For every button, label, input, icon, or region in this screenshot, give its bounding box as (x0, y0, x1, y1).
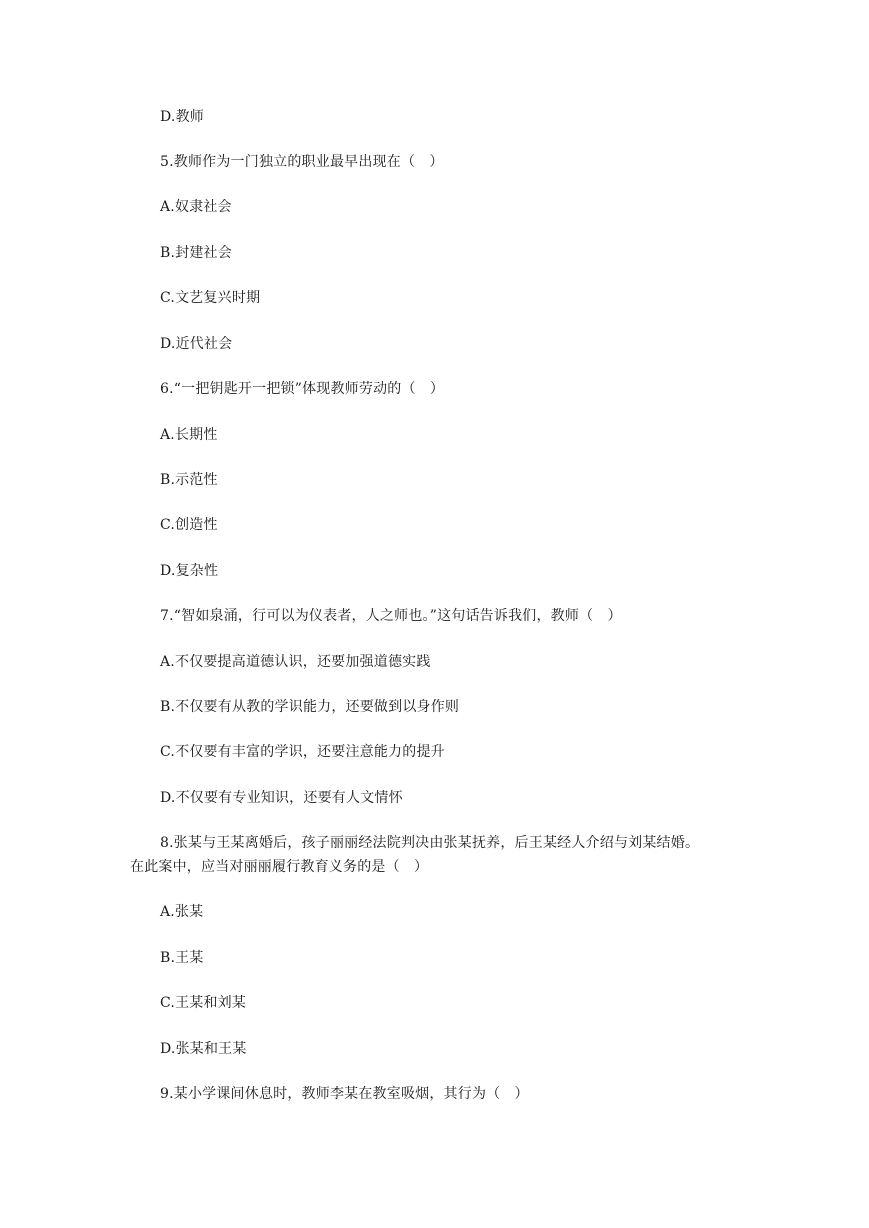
option-6a: A.长期性 (160, 427, 218, 443)
question-9: 9.某小学课间休息时，教师李某在教室吸烟，其行为（ ） (160, 1086, 529, 1102)
option-5c: C.文艺复兴时期 (160, 290, 261, 306)
option-6b: B.示范性 (160, 472, 218, 488)
option-5b: B.封建社会 (160, 245, 232, 261)
option-8d: D.张某和王某 (160, 1041, 247, 1057)
option-7d: D.不仅要有专业知识，还要有人文情怀 (160, 790, 403, 806)
option-5d: D.近代社会 (160, 336, 233, 352)
question-6: 6.“一把钥匙开一把锁”体现教师劳动的（ ） (160, 381, 445, 397)
option-7a: A.不仅要提高道德认识，还要加强道德实践 (160, 654, 431, 670)
question-8-line-2: 在此案中，应当对丽丽履行教育义务的是（ ） (130, 859, 429, 875)
question-8-line-1: 8.张某与王某离婚后，孩子丽丽经法院判决由张某抚养，后王某经人介绍与刘某结婚。 (160, 835, 700, 851)
option-7c: C.不仅要有丰富的学识，还要注意能力的提升 (160, 744, 445, 760)
option-7b: B.不仅要有从教的学识能力，还要做到以身作则 (160, 699, 460, 715)
option-5a: A.奴隶社会 (160, 199, 232, 215)
option-8c: C.王某和刘某 (160, 995, 247, 1011)
option-6d: D.复杂性 (160, 563, 219, 579)
question-7: 7.“智如泉涌，行可以为仪表者，人之师也。”这句话告诉我们，教师（ ） (160, 608, 622, 624)
question-5: 5.教师作为一门独立的职业最早出现在（ ） (160, 154, 444, 170)
option-8a: A.张某 (160, 904, 204, 920)
option-8b: B.王某 (160, 950, 204, 966)
option-4d: D.教师 (160, 109, 204, 125)
option-6c: C.创造性 (160, 517, 218, 533)
